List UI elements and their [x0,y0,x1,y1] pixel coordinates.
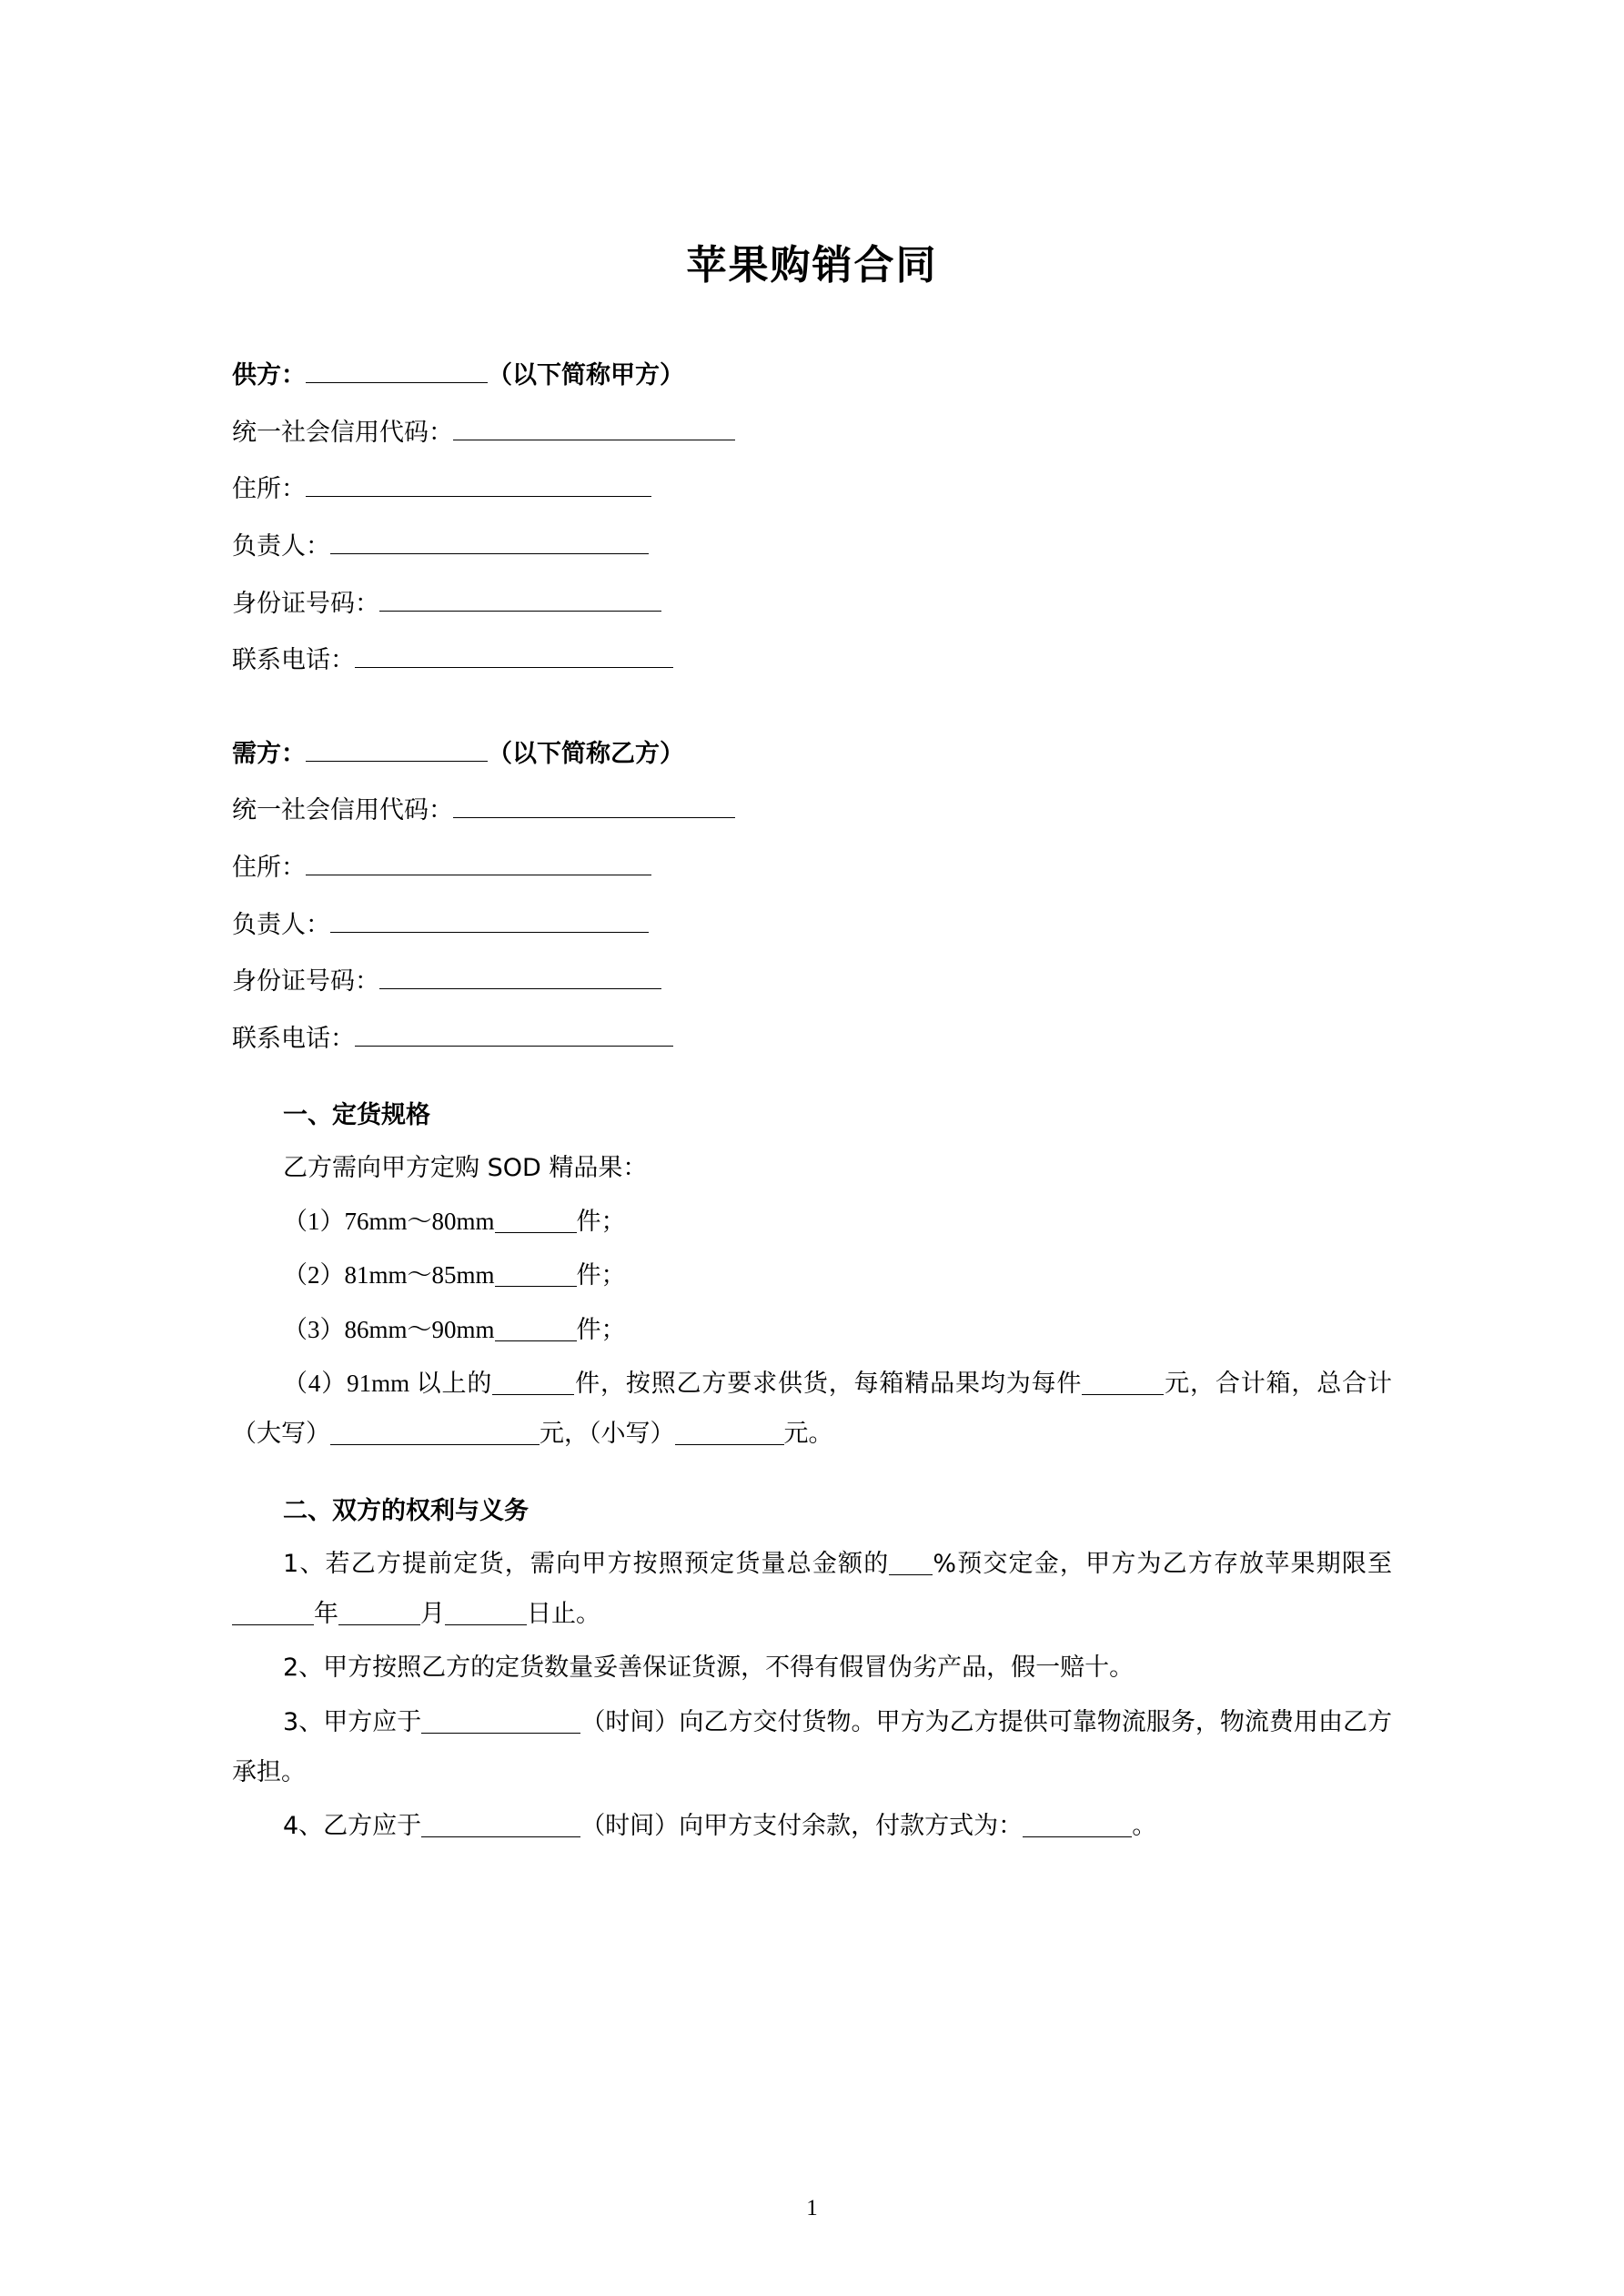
clause-4-part-a: 4、乙方应于 [283,1812,422,1841]
spec-item-2 [232,1250,1392,1300]
clause-1-percent-blank[interactable] [889,1553,933,1575]
buyer-address-label: 住所： [232,854,306,883]
spec-item-4-unit: 元，合计 [1164,1370,1266,1399]
supplier-name-line [232,352,1392,400]
buyer-id-label: 身份证号码： [232,967,379,996]
buyer-address-blank[interactable] [306,851,651,875]
buyer-address-line [232,845,1392,893]
clause-4-method-blank[interactable] [1023,1815,1132,1837]
clause-4-part-b: （时间）向甲方支付余款，付款方式为： [580,1812,1024,1841]
clause-2: 2、甲方按照乙方的定货数量妥善保证货源，不得有假冒伪劣产品，假一赔十。 [283,1654,1135,1683]
spacer [232,694,1392,731]
spec-item-1 [232,1197,1392,1247]
buyer-suffix: （以下简称乙方） [488,739,684,768]
spec-item-2-suffix: 件； [576,1261,626,1290]
supplier-suffix: （以下简称甲方） [488,361,684,389]
spec-item-2-blank[interactable] [495,1264,577,1287]
clause-1-month-blank[interactable] [338,1603,420,1625]
clause-3 [232,1697,1392,1798]
clause-1-year-blank[interactable] [232,1603,314,1625]
section-1-intro: 乙方需向甲方定购 SOD 精品果： [283,1153,648,1182]
buyer-id-blank[interactable] [379,965,661,989]
clause-3-part-b: （时间）向乙方交付货物。甲方为乙方提供可靠物流服务，物流费用由乙方承担。 [232,1707,1392,1787]
supplier-address-blank[interactable] [306,472,651,497]
buyer-name-line [232,731,1392,779]
supplier-phone-blank[interactable] [355,643,673,668]
supplier-credit-code-label: 统一社会信用代码： [232,418,453,447]
buyer-credit-code-label: 统一社会信用代码： [232,796,453,825]
spec-item-4 [232,1359,1392,1460]
section-1-heading: 一、定货规格 [283,1100,430,1129]
buyer-label: 需方： [232,739,306,768]
spec-item-2-label: （2）81mm～85mm [283,1261,495,1290]
clause-4-part-c: 。 [1132,1812,1157,1841]
clause-1-day-label: 日止。 [527,1600,600,1629]
clause-4 [232,1801,1392,1851]
supplier-id-blank[interactable] [379,587,661,612]
spec-item-4-total-lower-blank[interactable] [675,1422,784,1445]
spec-item-4-price-blank[interactable] [1082,1372,1164,1395]
spec-item-3-suffix: 件； [576,1315,626,1344]
buyer-block [232,731,1392,1064]
supplier-principal-line [232,523,1392,571]
spec-item-4-total-mid: 元，（小写） [540,1420,675,1449]
supplier-principal-label: 负责人： [232,531,330,561]
supplier-block [232,352,1392,685]
supplier-credit-code-blank[interactable] [453,416,735,440]
buyer-principal-line [232,902,1392,950]
supplier-id-label: 身份证号码： [232,589,379,618]
section-2-heading: 二、双方的权利与义务 [283,1496,529,1525]
spec-item-1-label: （1）76mm～80mm [283,1208,495,1236]
buyer-credit-code-blank[interactable] [453,794,735,818]
buyer-name-blank[interactable] [306,737,488,762]
clause-1-day-blank[interactable] [445,1603,527,1625]
supplier-address-line [232,466,1392,514]
clause-3-time-blank[interactable] [421,1711,580,1734]
spec-item-3-blank[interactable] [495,1319,577,1341]
spec-item-3-label: （3）86mm～90mm [283,1315,495,1343]
spec-item-1-blank[interactable] [495,1210,577,1233]
clause-1-year-label: 年 [314,1600,338,1629]
spec-item-4-total-upper-blank[interactable] [330,1422,540,1445]
supplier-phone-line [232,637,1392,685]
clause-1-month-label: 月 [420,1600,445,1629]
clause-4-time-blank[interactable] [421,1815,580,1837]
page-number: 1 [806,2196,818,2220]
spec-item-4-prefix: （4）91mm 以上的 [283,1370,493,1398]
page-title: 苹果购销合同 [686,242,938,288]
spec-item-4-total-end: 元。 [783,1420,833,1449]
buyer-principal-label: 负责人： [232,910,330,939]
supplier-phone-label: 联系电话： [232,646,355,675]
supplier-credit-code-line [232,410,1392,458]
buyer-credit-code-line [232,787,1392,835]
clause-1-part-a: 1、若乙方提前定货，需向甲方按照预定货量总金额的 [283,1549,890,1578]
clause-3-part-a: 3、甲方应于 [283,1707,422,1736]
supplier-address-label: 住所： [232,475,306,504]
spec-item-4-total-label: 箱，总合计（大写） [232,1370,1393,1449]
spec-item-3 [232,1305,1392,1355]
buyer-phone-blank[interactable] [355,1022,673,1047]
supplier-name-blank[interactable] [306,359,488,383]
buyer-phone-label: 联系电话： [232,1025,355,1054]
supplier-label: 供方： [232,361,306,389]
supplier-principal-blank[interactable] [330,530,649,554]
spec-item-4-mid: 件，按照乙方要求供货，每箱精品果均为每件 [574,1370,1083,1399]
buyer-phone-line [232,1016,1392,1064]
spec-item-4-count-blank[interactable] [492,1372,574,1395]
buyer-id-line [232,958,1392,1006]
clause-1-part-b: %预交定金，甲方为乙方存放苹果期限至 [933,1549,1392,1578]
spec-item-1-suffix: 件； [576,1208,626,1237]
buyer-principal-blank[interactable] [330,908,649,933]
supplier-id-line [232,581,1392,629]
clause-1 [232,1539,1392,1640]
